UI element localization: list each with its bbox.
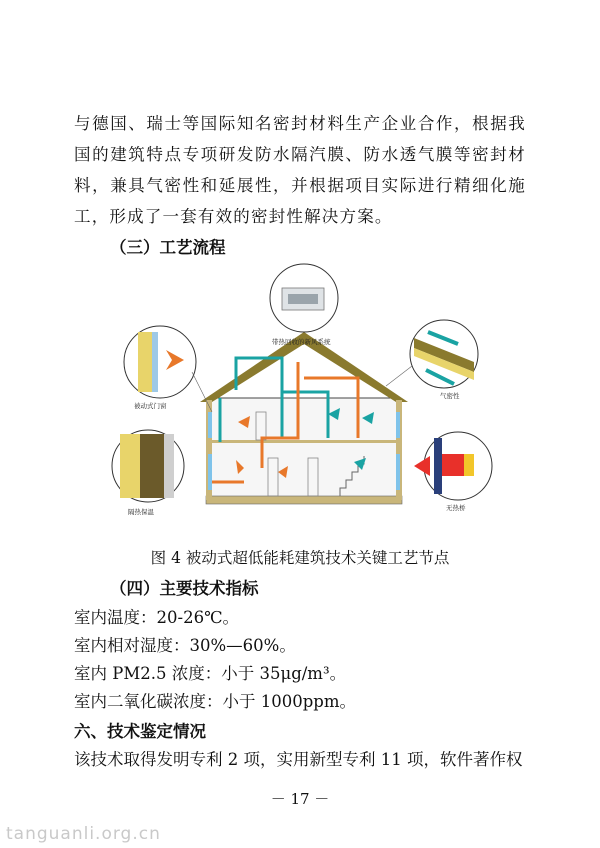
label-airtight: 气密性 (440, 392, 460, 400)
watermark: tanguanli.org.cn (6, 824, 161, 844)
indicator-co2: 室内二氧化碳浓度：小于 1000ppm。 (74, 692, 357, 711)
airtight-callout (386, 320, 478, 400)
label-insulation: 隔热保温 (128, 508, 154, 516)
label-no-bridge: 无热桥 (446, 504, 466, 512)
section-process-heading: （三）工艺流程 (110, 238, 226, 257)
thermal-bridge-callout (414, 432, 492, 512)
building-diagram (108, 262, 496, 524)
label-door-window: 被动式门窗 (134, 402, 167, 410)
intro-paragraph: 与德国、瑞士等国际知名密封材料生产企业合作，根据我国的建筑特点专项研发防水隔汽膜、防水透气膜等密封材料，兼具气密性和延展性，并根据项目实际进行精细化施工，形成了一套有效的密封性解决方案。 (74, 114, 526, 226)
page-number: － 17 － (270, 790, 330, 808)
indicator-humidity: 室内相对湿度：30%—60%。 (74, 636, 296, 655)
indicator-pm25: 室内 PM2.5 浓度：小于 35μg/m³。 (74, 664, 347, 683)
house-structure (200, 332, 408, 504)
indicator-temperature: 室内温度：20-26℃。 (74, 608, 240, 627)
section-appraisal-heading: 六、技术鉴定情况 (74, 722, 206, 741)
last-paragraph-line: 该技术取得发明专利 2 项，实用新型专利 11 项，软件著作权 (74, 750, 523, 769)
label-ventilation: 带热回收的新风系统 (272, 338, 331, 346)
door-window-callout (124, 326, 212, 412)
insulation-callout (112, 430, 184, 516)
figure-caption: 图 4 被动式超低能耗建筑技术关键工艺节点 (150, 549, 450, 567)
section-indicators-heading: （四）主要技术指标 (110, 579, 259, 598)
